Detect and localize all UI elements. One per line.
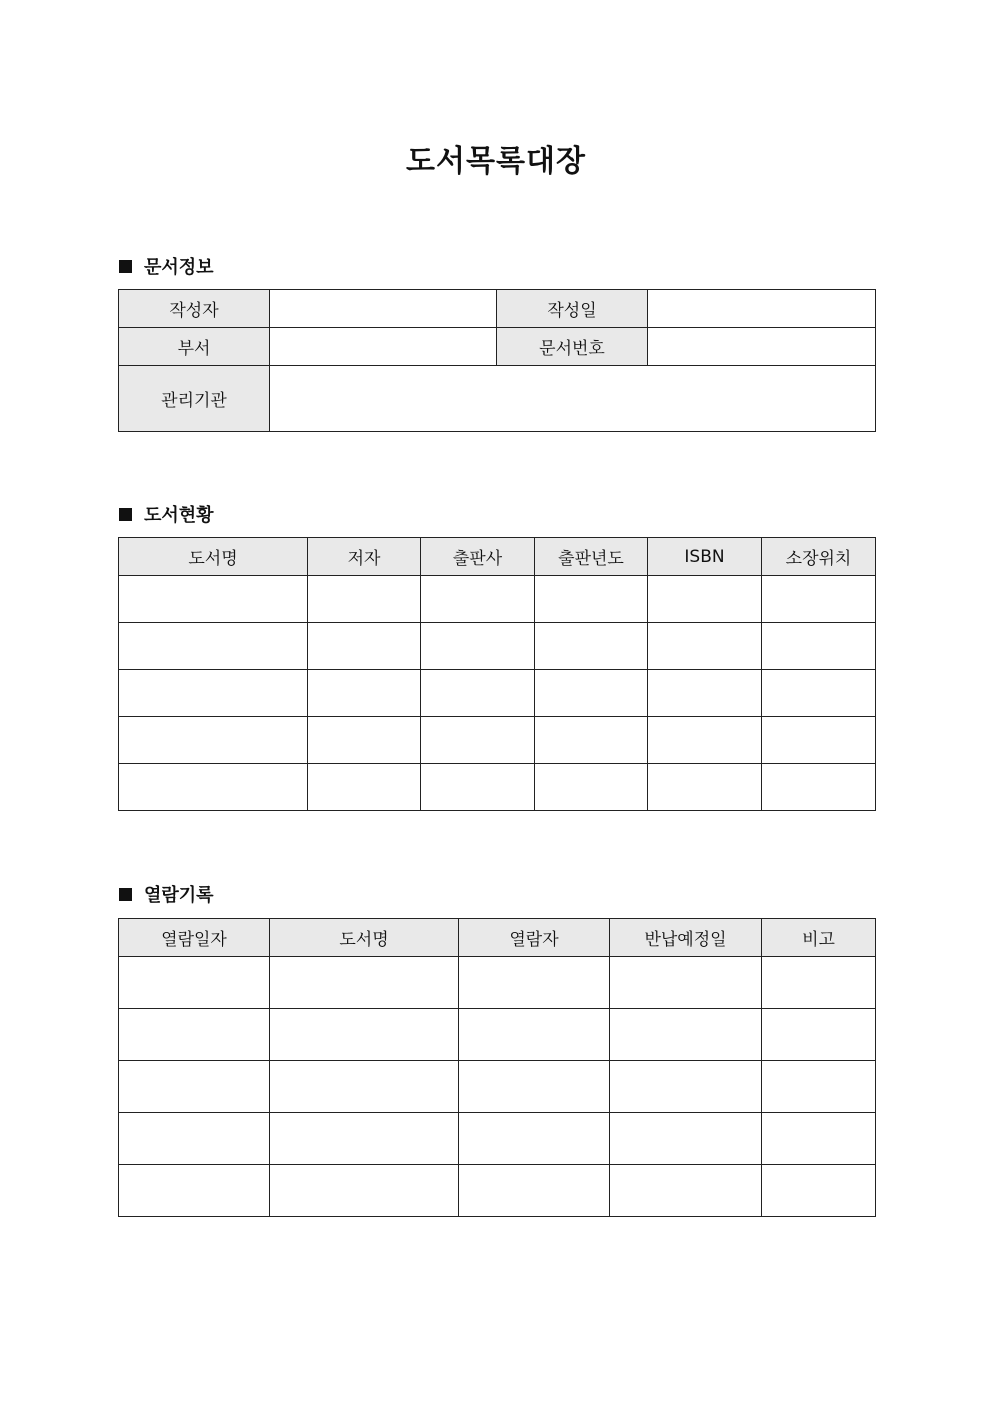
table-cell[interactable] [119,1061,270,1113]
column-header: 반납예정일 [610,919,762,957]
table-cell[interactable] [762,1113,876,1165]
section-heading-label: 열람기록 [144,885,214,906]
table-cell[interactable] [308,764,421,811]
table-cell[interactable] [308,623,421,670]
column-header: 도서명 [270,919,459,957]
section-heading-doc-info [119,253,214,279]
table-cell[interactable] [270,1113,459,1165]
section-heading-book-status [119,501,214,527]
table-row [119,1061,876,1113]
table-row [119,717,876,764]
table-cell[interactable] [648,670,762,717]
table-cell[interactable] [610,1113,762,1165]
table-cell[interactable] [535,670,648,717]
table-cell[interactable] [119,1165,270,1217]
column-header: 출판년도 [535,538,648,576]
table-cell[interactable] [119,764,308,811]
table-cell[interactable] [459,1113,610,1165]
book-status-table [118,537,876,811]
table-row [119,576,876,623]
table-row [119,957,876,1009]
table-cell[interactable] [119,576,308,623]
table-cell[interactable] [648,764,762,811]
table-cell[interactable] [421,576,535,623]
column-header: 열람일자 [119,919,270,957]
table-row [119,623,876,670]
doc-info-table [118,289,876,432]
table-cell[interactable] [762,764,876,811]
table-cell[interactable] [421,764,535,811]
table-cell[interactable] [308,717,421,764]
table-cell[interactable] [119,717,308,764]
table-cell[interactable] [648,623,762,670]
label-date: 작성일 [497,290,648,328]
section-heading-label: 문서정보 [144,257,214,278]
square-bullet-icon [119,260,132,273]
section-heading-label: 도서현황 [144,505,214,526]
table-cell[interactable] [762,576,876,623]
table-cell[interactable] [459,1009,610,1061]
table-cell[interactable] [119,623,308,670]
table-cell[interactable] [762,670,876,717]
label-agency: 관리기관 [119,366,270,432]
table-cell[interactable] [610,957,762,1009]
table-cell[interactable] [270,1165,459,1217]
table-cell[interactable] [762,1165,876,1217]
reading-log-table [118,918,876,1217]
table-cell[interactable] [610,1165,762,1217]
table-cell[interactable] [270,957,459,1009]
table-row [119,1009,876,1061]
table-cell[interactable] [762,623,876,670]
department-field[interactable] [270,328,497,366]
table-cell[interactable] [762,1061,876,1113]
table-cell[interactable] [535,623,648,670]
table-row [119,670,876,717]
table-cell[interactable] [648,576,762,623]
author-field[interactable] [270,290,497,328]
column-header: 소장위치 [762,538,876,576]
table-cell[interactable] [535,764,648,811]
table-cell[interactable] [648,717,762,764]
document-title: 도서목록대장 [406,144,586,179]
date-field[interactable] [648,290,876,328]
column-header: 출판사 [421,538,535,576]
table-cell[interactable] [119,670,308,717]
table-cell[interactable] [119,1009,270,1061]
agency-field[interactable] [270,366,876,432]
square-bullet-icon [119,508,132,521]
table-cell[interactable] [119,1113,270,1165]
table-cell[interactable] [459,1061,610,1113]
table-cell[interactable] [421,717,535,764]
table-cell[interactable] [270,1009,459,1061]
table-cell[interactable] [535,717,648,764]
column-header: 열람자 [459,919,610,957]
table-cell[interactable] [459,1165,610,1217]
column-header: ISBN [648,538,762,576]
table-row [119,1113,876,1165]
table-header-row [119,538,876,576]
column-header: 저자 [308,538,421,576]
table-cell[interactable] [762,717,876,764]
table-cell[interactable] [308,576,421,623]
label-doc-number: 문서번호 [497,328,648,366]
table-cell[interactable] [762,957,876,1009]
column-header: 도서명 [119,538,308,576]
section-heading-reading-log [119,881,214,907]
label-author: 작성자 [119,290,270,328]
table-cell[interactable] [459,957,610,1009]
table-cell[interactable] [308,670,421,717]
table-cell[interactable] [762,1009,876,1061]
table-cell[interactable] [421,670,535,717]
table-cell[interactable] [535,576,648,623]
table-row [119,764,876,811]
square-bullet-icon [119,888,132,901]
doc-number-field[interactable] [648,328,876,366]
column-header: 비고 [762,919,876,957]
table-cell[interactable] [421,623,535,670]
table-cell[interactable] [270,1061,459,1113]
table-row [119,1165,876,1217]
table-cell[interactable] [119,957,270,1009]
table-cell[interactable] [610,1061,762,1113]
label-department: 부서 [119,328,270,366]
table-header-row [119,919,876,957]
table-cell[interactable] [610,1009,762,1061]
